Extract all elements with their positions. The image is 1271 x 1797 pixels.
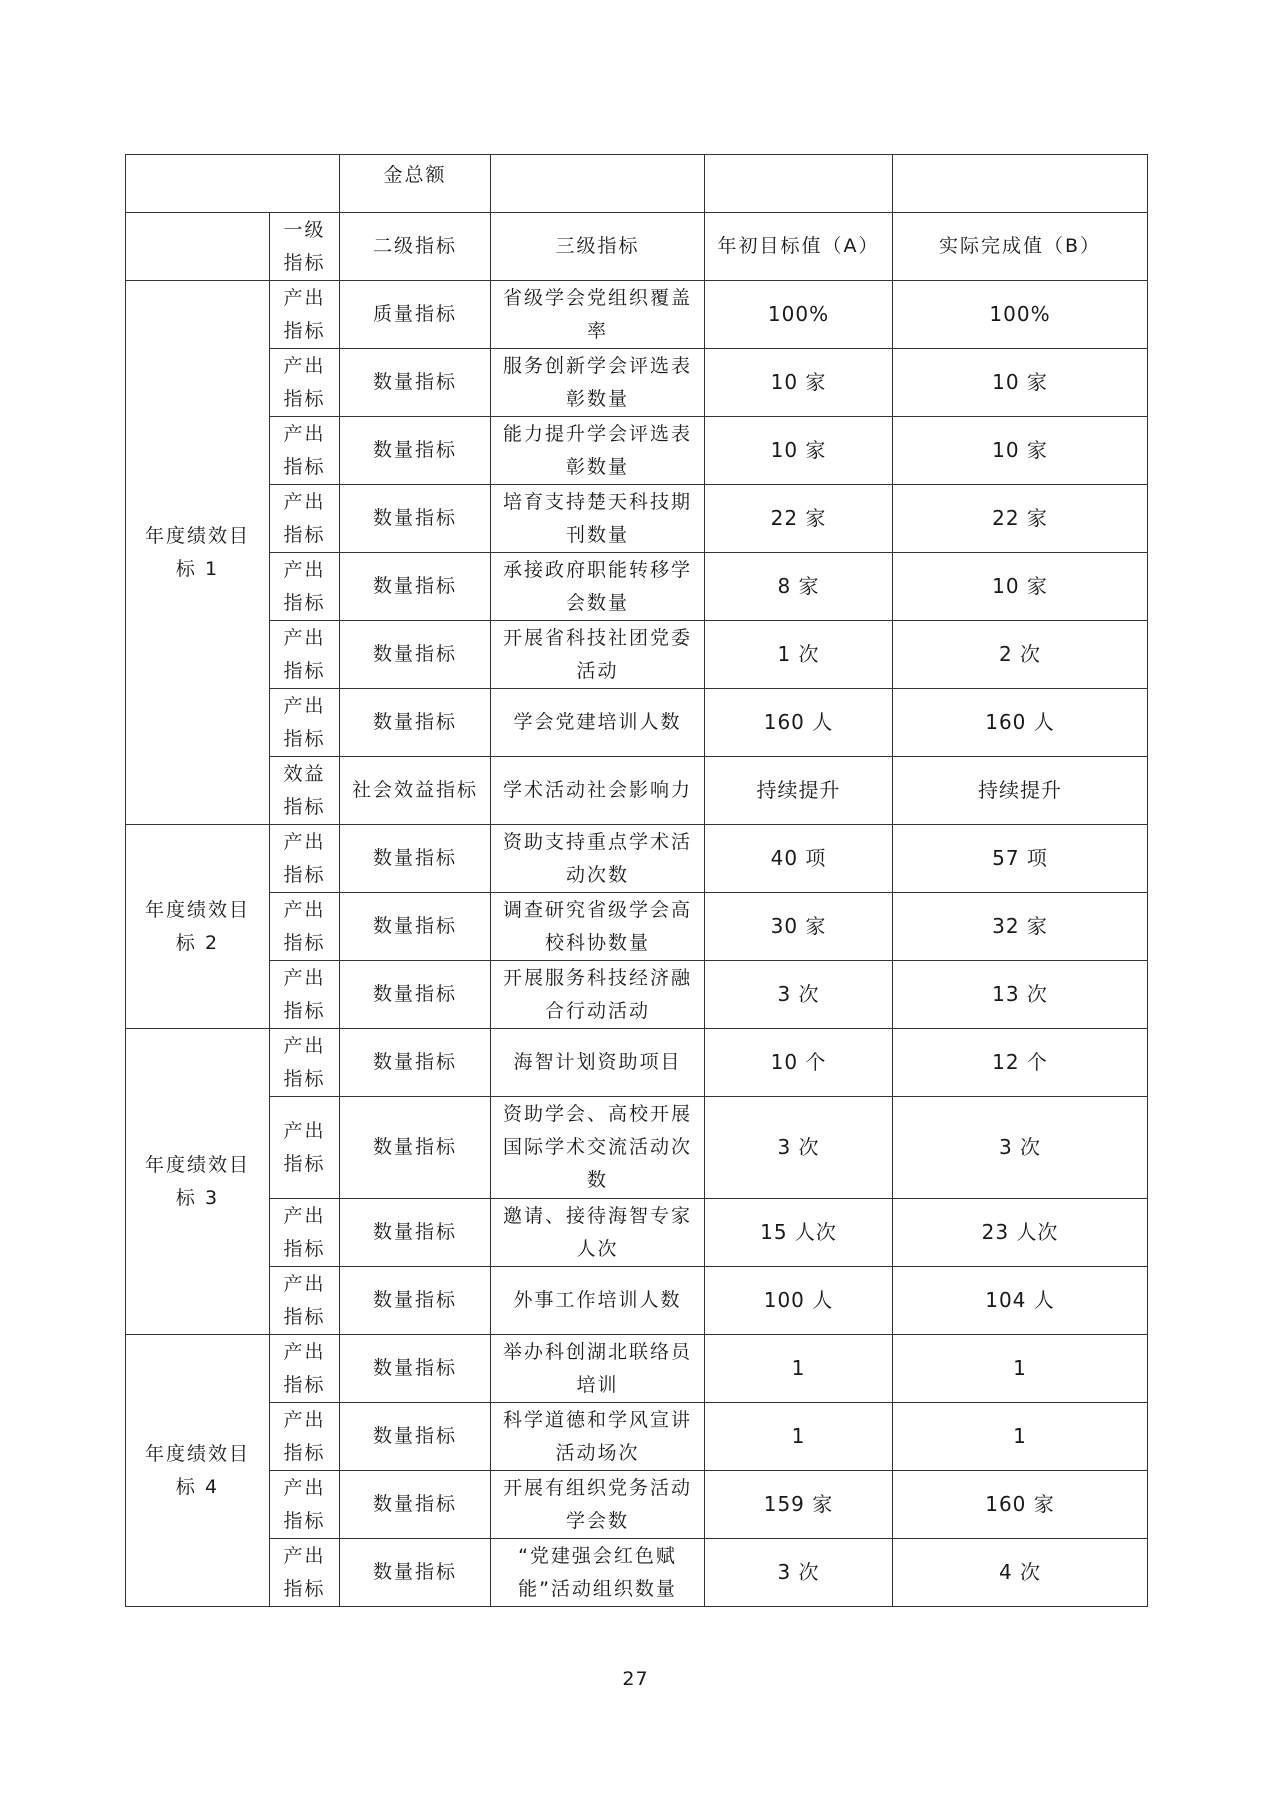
level1-cell: 产出指标 — [270, 689, 340, 757]
level2-cell: 数量指标 — [340, 349, 491, 417]
level1-cell: 产出指标 — [270, 1539, 340, 1607]
actual-cell: 104 人 — [893, 1267, 1148, 1335]
level1-cell: 产出指标 — [270, 825, 340, 893]
target-cell: 8 家 — [705, 553, 893, 621]
header-actual: 实际完成值（B） — [893, 213, 1148, 281]
level1-cell: 产出指标 — [270, 961, 340, 1029]
target-cell: 10 个 — [705, 1029, 893, 1097]
level1-cell: 产出指标 — [270, 1471, 340, 1539]
level3-cell: 开展省科技社团党委活动 — [491, 621, 705, 689]
level3-cell: 开展服务科技经济融合行动活动 — [491, 961, 705, 1029]
actual-cell: 22 家 — [893, 485, 1148, 553]
level1-cell: 产出指标 — [270, 1267, 340, 1335]
level3-cell: 承接政府职能转移学会数量 — [491, 553, 705, 621]
empty-cell — [705, 155, 893, 213]
target-cell: 持续提升 — [705, 757, 893, 825]
level2-cell: 数量指标 — [340, 689, 491, 757]
table-row — [126, 281, 1148, 349]
actual-cell: 10 家 — [893, 417, 1148, 485]
level3-cell: 省级学会党组织覆盖率 — [491, 281, 705, 349]
level2-cell: 社会效益指标 — [340, 757, 491, 825]
header-target: 年初目标值（A） — [705, 213, 893, 281]
level1-cell: 产出指标 — [270, 417, 340, 485]
level2-cell: 数量指标 — [340, 961, 491, 1029]
target-cell: 100% — [705, 281, 893, 349]
table-row — [126, 621, 1148, 689]
target-cell: 10 家 — [705, 349, 893, 417]
actual-cell: 10 家 — [893, 553, 1148, 621]
actual-cell: 57 项 — [893, 825, 1148, 893]
level2-cell: 数量指标 — [340, 1267, 491, 1335]
table-row — [126, 1403, 1148, 1471]
target-cell: 30 家 — [705, 893, 893, 961]
target-cell: 159 家 — [705, 1471, 893, 1539]
target-cell: 1 — [705, 1335, 893, 1403]
performance-table — [125, 154, 1148, 1607]
target-cell: 1 次 — [705, 621, 893, 689]
table-row — [126, 417, 1148, 485]
target-cell: 10 家 — [705, 417, 893, 485]
level3-cell: 服务创新学会评选表彰数量 — [491, 349, 705, 417]
table-row — [126, 1097, 1148, 1199]
level3-cell: 外事工作培训人数 — [491, 1267, 705, 1335]
empty-cell — [491, 155, 705, 213]
table-row — [126, 825, 1148, 893]
level3-cell: 举办科创湖北联络员培训 — [491, 1335, 705, 1403]
empty-cell — [126, 155, 340, 213]
goal-cell: 年度绩效目标 3 — [126, 1029, 270, 1335]
level1-cell: 产出指标 — [270, 349, 340, 417]
level3-cell: 科学道德和学风宣讲活动场次 — [491, 1403, 705, 1471]
target-cell: 100 人 — [705, 1267, 893, 1335]
header-level2: 二级指标 — [340, 213, 491, 281]
level1-cell: 产出指标 — [270, 1403, 340, 1471]
empty-cell — [126, 213, 270, 281]
level2-cell: 数量指标 — [340, 825, 491, 893]
target-cell: 15 人次 — [705, 1199, 893, 1267]
level2-cell: 数量指标 — [340, 1097, 491, 1199]
table-row — [126, 1267, 1148, 1335]
level2-cell: 数量指标 — [340, 893, 491, 961]
actual-cell: 160 家 — [893, 1471, 1148, 1539]
level2-cell: 数量指标 — [340, 1403, 491, 1471]
level1-cell: 产出指标 — [270, 1029, 340, 1097]
table-row — [126, 553, 1148, 621]
table-row — [126, 961, 1148, 1029]
target-cell: 3 次 — [705, 1539, 893, 1607]
goal-cell: 年度绩效目标 1 — [126, 281, 270, 825]
level2-cell: 数量指标 — [340, 417, 491, 485]
target-cell: 3 次 — [705, 1097, 893, 1199]
header-level3: 三级指标 — [491, 213, 705, 281]
level3-cell: 邀请、接待海智专家人次 — [491, 1199, 705, 1267]
goal-cell: 年度绩效目标 4 — [126, 1335, 270, 1607]
actual-cell: 4 次 — [893, 1539, 1148, 1607]
level1-cell: 产出指标 — [270, 893, 340, 961]
actual-cell: 13 次 — [893, 961, 1148, 1029]
actual-cell: 10 家 — [893, 349, 1148, 417]
actual-cell: 1 — [893, 1335, 1148, 1403]
level3-cell: 开展有组织党务活动学会数 — [491, 1471, 705, 1539]
header-level1: 一级指标 — [270, 213, 340, 281]
level1-cell: 产出指标 — [270, 1097, 340, 1199]
level3-cell: 能力提升学会评选表彰数量 — [491, 417, 705, 485]
level3-cell: 学会党建培训人数 — [491, 689, 705, 757]
level1-cell: 产出指标 — [270, 553, 340, 621]
level1-cell: 效益指标 — [270, 757, 340, 825]
table-row — [126, 1029, 1148, 1097]
level3-cell: 海智计划资助项目 — [491, 1029, 705, 1097]
level2-cell: 质量指标 — [340, 281, 491, 349]
funding-row — [126, 155, 1148, 213]
actual-cell: 160 人 — [893, 689, 1148, 757]
level1-cell: 产出指标 — [270, 1335, 340, 1403]
level1-cell: 产出指标 — [270, 485, 340, 553]
level2-cell: 数量指标 — [340, 1539, 491, 1607]
level3-cell: 资助学会、高校开展国际学术交流活动次数 — [491, 1097, 705, 1199]
table-row — [126, 1335, 1148, 1403]
level3-cell: “党建强会红色赋能”活动组织数量 — [491, 1539, 705, 1607]
funding-total-label: 金总额 — [340, 155, 491, 213]
actual-cell: 2 次 — [893, 621, 1148, 689]
empty-cell — [893, 155, 1148, 213]
actual-cell: 32 家 — [893, 893, 1148, 961]
header-row — [126, 213, 1148, 281]
level1-cell: 产出指标 — [270, 621, 340, 689]
actual-cell: 3 次 — [893, 1097, 1148, 1199]
table-row — [126, 689, 1148, 757]
table-row — [126, 757, 1148, 825]
target-cell: 40 项 — [705, 825, 893, 893]
level2-cell: 数量指标 — [340, 1471, 491, 1539]
target-cell: 22 家 — [705, 485, 893, 553]
actual-cell: 12 个 — [893, 1029, 1148, 1097]
level3-cell: 资助支持重点学术活动次数 — [491, 825, 705, 893]
level3-cell: 学术活动社会影响力 — [491, 757, 705, 825]
target-cell: 1 — [705, 1403, 893, 1471]
level3-cell: 调查研究省级学会高校科协数量 — [491, 893, 705, 961]
actual-cell: 1 — [893, 1403, 1148, 1471]
target-cell: 3 次 — [705, 961, 893, 1029]
level1-cell: 产出指标 — [270, 1199, 340, 1267]
level2-cell: 数量指标 — [340, 553, 491, 621]
table-row — [126, 349, 1148, 417]
level2-cell: 数量指标 — [340, 1335, 491, 1403]
table-row — [126, 1199, 1148, 1267]
actual-cell: 持续提升 — [893, 757, 1148, 825]
level2-cell: 数量指标 — [340, 485, 491, 553]
table-row — [126, 1539, 1148, 1607]
target-cell: 160 人 — [705, 689, 893, 757]
page-number: 27 — [622, 1668, 649, 1690]
level1-cell: 产出指标 — [270, 281, 340, 349]
table-row — [126, 893, 1148, 961]
level2-cell: 数量指标 — [340, 1199, 491, 1267]
level3-cell: 培育支持楚天科技期刊数量 — [491, 485, 705, 553]
actual-cell: 100% — [893, 281, 1148, 349]
level2-cell: 数量指标 — [340, 1029, 491, 1097]
actual-cell: 23 人次 — [893, 1199, 1148, 1267]
goal-cell: 年度绩效目标 2 — [126, 825, 270, 1029]
level2-cell: 数量指标 — [340, 621, 491, 689]
table-row — [126, 1471, 1148, 1539]
table-row — [126, 485, 1148, 553]
